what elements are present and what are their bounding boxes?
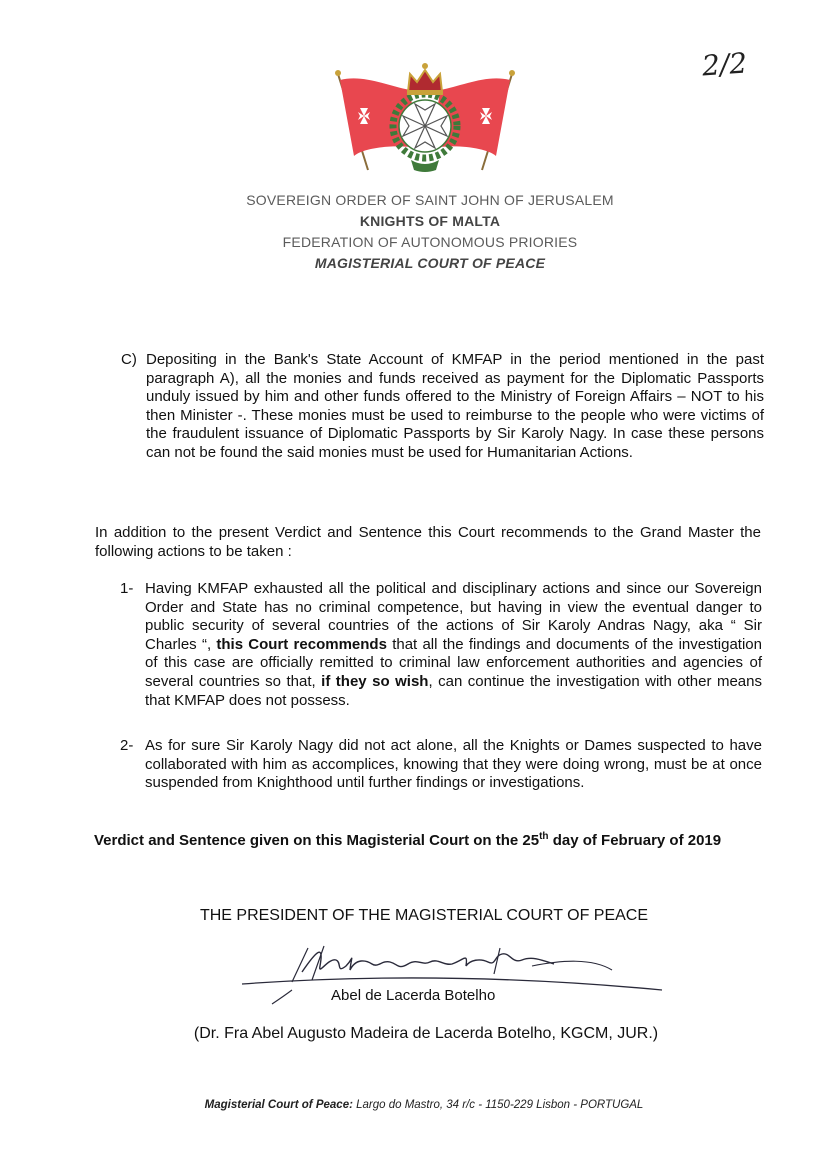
- order-crest-logo: [318, 52, 532, 178]
- president-title: THE PRESIDENT OF THE MAGISTERIAL COURT OF PEACE: [199, 907, 649, 924]
- signer-name: Abel de Lacerda Botelho: [331, 987, 496, 1004]
- letterhead-order-name: SOVEREIGN ORDER OF SAINT JOHN OF JERUSALEM: [246, 192, 614, 208]
- verdict-before: Verdict and Sentence given on this Magisterial Court on the 25: [94, 832, 540, 849]
- letterhead-knights: KNIGHTS OF MALTA: [359, 213, 501, 229]
- item-2-marker: 2-: [120, 737, 134, 754]
- letterhead-court: MAGISTERIAL COURT OF PEACE: [314, 255, 546, 271]
- page-number: 2/2: [700, 46, 749, 83]
- item-1-bold2: if they so wish: [321, 672, 429, 690]
- verdict-statement: [94, 832, 764, 851]
- intro-paragraph: In addition to the present Verdict and Sentence this Court recommends to the Grand Master the following actions to be taken :: [95, 524, 761, 560]
- item-1-bold1: this Court recommends: [216, 635, 387, 653]
- signer-full-name: (Dr. Fra Abel Augusto Madeira de Lacerda Botelho, KGCM, JUR.): [193, 1025, 659, 1042]
- item-1-part3: , can continue the investigation with other means that KMFAP does not possess.: [145, 672, 762, 709]
- footer-label: Magisterial Court of Peace:: [204, 1099, 353, 1111]
- footer-address-text: Largo do Mastro, 34 r/c - 1150-229 Lisbon - PORTUGAL: [352, 1099, 644, 1111]
- letterhead-federation: FEDERATION OF AUTONOMOUS PRIORIES: [282, 234, 578, 250]
- letterhead: [0, 190, 827, 274]
- item-1-part2: that all the findings and documents of the investigation of this case are officially remitted to criminal law enforcement authorities and agencies of several countries so that,: [145, 635, 762, 690]
- item-1-part1: Having KMFAP exhausted all the political and disciplinary actions and since our Sovereign Order and State has no criminal competence, but having in view the eventual danger to public security of several countries of the actions of Sir Karoly Andras Nagy, aka “ Sir Charles “,: [145, 580, 762, 653]
- item-1-text: [145, 580, 762, 710]
- item-2-text: As for sure Sir Karoly Nagy did not act alone, all the Knights or Dames suspected to have collaborated with him as accomplices, knowing that they were doing wrong, must be at once suspended from Knighthood until further findings or investigations.: [145, 737, 762, 792]
- footer-address: [0, 1099, 827, 1111]
- para-c-text: Depositing in the Bank's State Account of KMFAP in the period mentioned in the past paragraph A), all the monies and funds received as payment for the Diplomatic Passports unduly issued by him and other funds offered to the Ministry of Foreign Affairs – NOT to his then Minister -. These monies must be used to reimburse to the people who were victims of the fraudulent issuance of Diplomatic Passports by Sir Karoly Nagy. In case these persons can not be found the said monies must be used for Humanitarian Actions.: [146, 351, 764, 461]
- item-1-marker: 1-: [120, 580, 134, 597]
- verdict-sup: th: [539, 831, 549, 842]
- verdict-after: day of February of 2019: [548, 832, 722, 849]
- para-c-marker: C): [121, 351, 137, 368]
